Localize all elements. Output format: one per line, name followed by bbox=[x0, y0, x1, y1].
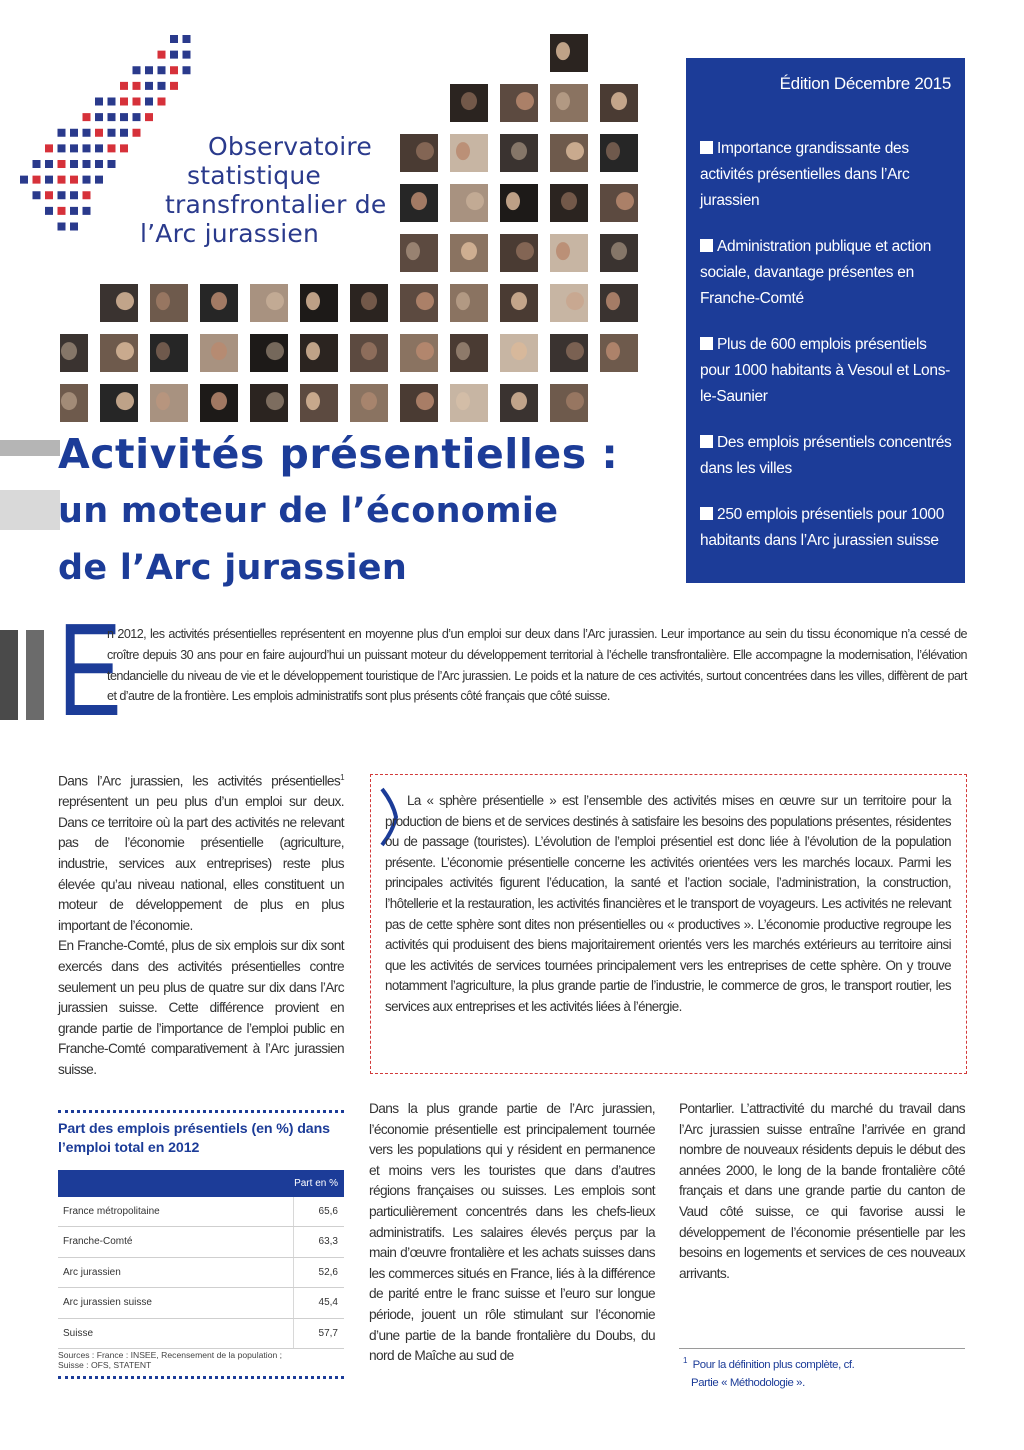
bullet-square-icon bbox=[700, 507, 713, 520]
title-line-1: Activités présentielles : bbox=[58, 430, 619, 478]
logo-line-2: statistique bbox=[187, 161, 321, 190]
highlights-list bbox=[700, 136, 955, 574]
table-row: Arc jurassien suisse 45,4 bbox=[58, 1288, 344, 1318]
bullet-square-icon bbox=[700, 337, 713, 350]
page-title bbox=[58, 425, 618, 597]
table-row: France métropolitaine 65,6 bbox=[58, 1197, 344, 1227]
title-line-2: un moteur de l’économie bbox=[58, 491, 559, 531]
edition-date: Édition Décembre 2015 bbox=[779, 74, 951, 93]
logo-line-1: Observatoire bbox=[208, 132, 372, 161]
definition-box bbox=[370, 774, 967, 1074]
left-column-text bbox=[58, 768, 344, 1080]
bullet-square-icon bbox=[700, 239, 713, 252]
table-header: Part en % bbox=[58, 1170, 344, 1197]
right-column-text: Pontarlier. L’attractivité du marché du travail dans l’Arc jurassien suisse entraîne l’arrivée en grand nombre de nouveaux résidents depuis le début des années 2000, le long de la bande frontalière côté français et dans une grande partie du canton de Vaud côté suisse, ce qui favorise aussi le développement de l’économie présentielle par les besoins en logements et services de ces nouveaux arrivants. bbox=[679, 1101, 965, 1281]
logo-line-3: transfrontalier de bbox=[165, 190, 387, 219]
definition-text: La « sphère présentielle » est l’ensemble des activités mises en œuvre sur un territoire pour la production de biens et de services destinés à satisfaire les besoins des populations présentes, résidentes ou de passage (touristes). L’évolution de l’emploi présentiel est donc liée à l’évolution de la population présente. L’économie présentielle concerne les activités orientées vers les marchés locaux. Parmi les principales activités figurent l’éducation, la santé et l’action sociale, l’administration, la construction, l’hôtellerie et la restauration, les activités financières et le transport de voyageurs. Les activités ne relevant pas de cette sphère sont dites non présentielles ou « productives ». L’économie productive regroupe les activités qui produisent des biens majoritairement orientés vers les marchés extérieurs au territoire ainsi que les activités de services tournées principalement vers les entreprises de cette sphère. On y trouve notamment l’agriculture, la plus grande partie de l’industrie, le commerce de gros, le transport routier, les services aux entreprises et les activités liées à l’énergie. bbox=[385, 793, 951, 1014]
left-edge-photo-strip bbox=[0, 430, 60, 730]
drop-cap: E bbox=[58, 596, 122, 743]
title-line-3: de l’Arc jurassien bbox=[58, 548, 408, 588]
photo-mosaic-image bbox=[60, 30, 670, 440]
bullet-square-icon bbox=[700, 141, 713, 154]
highlight-item: Importance grandissante des activités présentielles dans l’Arc jurassien bbox=[700, 140, 910, 209]
table-top-divider bbox=[58, 1110, 344, 1113]
table-row: Franche-Comté 63,3 bbox=[58, 1227, 344, 1257]
table-row: Suisse 57,7 bbox=[58, 1319, 344, 1349]
left-paragraph-2: En Franche-Comté, plus de six emplois sur dix sont exercés dans des activités présentielles contre seulement un peu plus de quatre sur dix dans l’Arc jurassien suisse. Cette différence provient en grande partie de l’importance de l’emploi public en Franche-Comté comparativement à l’Arc jurassien suisse. bbox=[58, 938, 344, 1077]
footnote-divider bbox=[679, 1348, 965, 1349]
highlight-item: Plus de 600 emplois présentiels pour 1000 habitants à Vesoul et Lons-le-Saunier bbox=[700, 336, 951, 405]
footnote: $^1$ Pour la définition plus complète, cf. Partie « Méthodologie ». bbox=[683, 1356, 855, 1389]
footnote-number: 1 bbox=[683, 1356, 688, 1365]
table-row: Arc jurassien 52,6 bbox=[58, 1258, 344, 1288]
highlights-panel bbox=[686, 58, 965, 583]
table-bottom-divider bbox=[58, 1376, 344, 1379]
highlight-item: 250 emplois présentiels pour 1000 habitants dans l’Arc jurassien suisse bbox=[700, 506, 945, 549]
intro-paragraph: n 2012, les activités présentielles représentent en moyenne plus d’un emploi sur deux dans l’Arc jurassien. Leur importance au sein du tissu économique n’a cessé de croître depuis 30 ans pour en faire aujourd’hui un puissant moteur du développement territorial à l’échelle transfrontalière. Elle accompagne la modernisation, l’élévation tendancielle du niveau de vie et le développement touristique de l’Arc jurassien. Le poids et la nature de ces activités, surtout concentrées dans les villes, diffèrent de part et d’autre de la frontière. Les emplois administratifs sont plus présents côté français que côté suisse. bbox=[107, 627, 967, 704]
left-paragraph-1: Dans l’Arc jurassien, les activités présentielles$^1$ représentent un peu plus d’un emploi sur deux. Dans ce territoire où la part des activités ne relevant pas de l’économie présentielle (agriculture, industrie, services aux entreprises) reste plus élevée qu’au niveau national, elles constituent un moteur de développement de plus en plus important de l’économie. bbox=[58, 773, 344, 933]
table-title: Part des emplois présentiels (en %) dans l’emploi total en 2012 bbox=[58, 1121, 330, 1156]
highlight-item: Des emplois présentiels concentrés dans les villes bbox=[700, 434, 952, 477]
bullet-square-icon bbox=[700, 435, 713, 448]
middle-column-text: Dans la plus grande partie de l’Arc jurassien, l’économie présentielle est principalement tournée vers les populations qui y résident en permanence et moins vers les touristes que dans d’autres régions françaises ou suisses. Les emplois sont particulièrement concentrés dans les chefs-lieux administratifs. Les salaires élevés perçus par la main d’œuvre frontalière et les achats suisses dans les commerces situés en France, liés à la différence de parité entre le franc suisse et l’euro sur longue période, jouent un rôle stimulant sur l’économie d’une partie de la bande frontalière du Doubs, du nord de Maîche au sud de bbox=[369, 1101, 655, 1364]
footnote-ref: 1 bbox=[340, 773, 344, 782]
highlight-item: Administration publique et action sociale, davantage présentes en Franche-Comté bbox=[700, 238, 932, 307]
logo-line-4: l’Arc jurassien bbox=[140, 219, 320, 248]
data-table bbox=[58, 1170, 344, 1349]
table-source: Sources : France : INSEE, Recensement de la population ; Suisse : OFS, STATENT bbox=[58, 1350, 283, 1370]
